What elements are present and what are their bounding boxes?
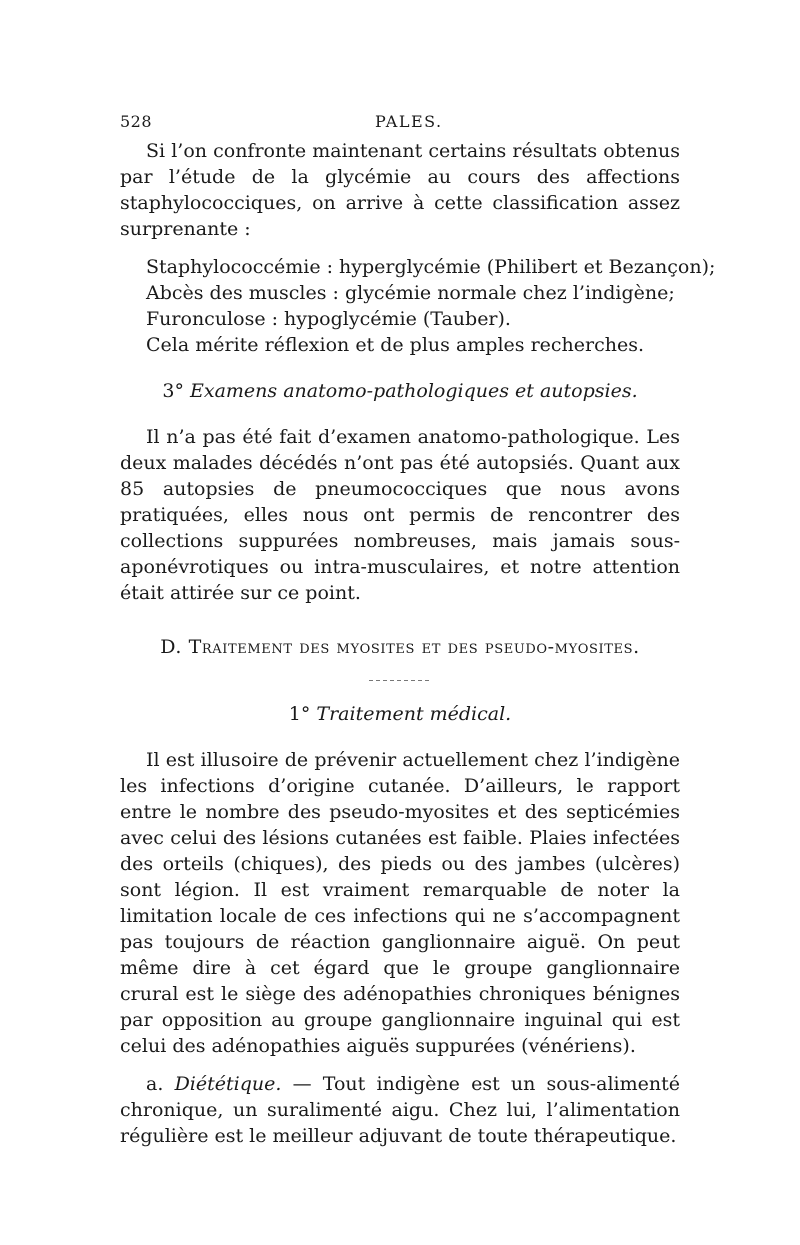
section-title: Traitement médical. [316,703,512,725]
diet-label: a. [146,1073,164,1095]
section-heading-1 [120,703,680,725]
section-number: 1° [288,703,311,725]
page-number: 528 [120,112,153,131]
paragraph-diet [120,1071,680,1149]
paragraph-treatment: Il est illusoire de prévenir actuellement chez l’indigène les infections d’origine cutanée. D’ailleurs, le rapport entre le nombre des pseudo-myosites et des septicémies avec celui des lésions cutanées est faible. Plaies infectées des orteils (chiques), des pieds ou des jambes (ulcères) sont légion. Il est vraiment remarquable de noter la limitation locale de ces infections qui ne s’accompagnent pas toujours de réaction ganglionnaire aiguë. On peut même dire à cet égard que le groupe ganglionnaire crural est le siège des adénopathies chroniques bénignes par opposition au groupe ganglionnaire inguinal qui est celui des adénopathies aiguës suppurées (vénériens). [120,749,680,1057]
classification-line: Staphylococcémie : hyperglycémie (Philibert et Bezançon); [146,256,716,278]
paragraph-autopsies: Il n’a pas été fait d’examen anatomo-pathologique. Les deux malades décédés n’ont pas été autopsiés. Quant aux 85 autopsies de pneumococciques que nous avons pratiquées, elles nous ont permis de rencontrer des collections suppurées nombreuses, mais jamais sous-aponévrotiques ou intra-musculaires, et notre attention était attirée sur ce point. [120,426,680,604]
section-letter: D. [160,636,182,658]
running-head [120,112,680,138]
classification-line: Furonculose : hypoglycémie (Tauber). [146,308,511,330]
classification-line: Abcès des muscles : glycémie normale chez l’indigène; [146,282,675,304]
section-heading-3 [120,380,680,402]
running-title: PALES. [375,112,443,131]
paragraph-intro: Si l’on confronte maintenant certains résultats obtenus par l’étude de la glycémie au cours des affections staphylococciques, on arrive à cette classification assez surprenante : [120,140,680,240]
section-title: Examens anatomo-pathologiques et autopsies. [190,380,638,402]
section-number: 3° [162,380,184,402]
diet-text: — Tout indigène est un sous-alimenté chronique, un suralimenté aigu. Chez lui, l’alimentation régulière est le meilleur adjuvant de toute thérapeutique. [120,1073,680,1147]
book-page [120,112,716,1149]
section-title: Traitement des myosites et des pseudo-myosites. [188,636,640,658]
section-heading-d [120,636,680,658]
diet-title: Diététique. [174,1073,282,1095]
classification-line: Cela mérite réflexion et de plus amples recherches. [146,334,645,356]
